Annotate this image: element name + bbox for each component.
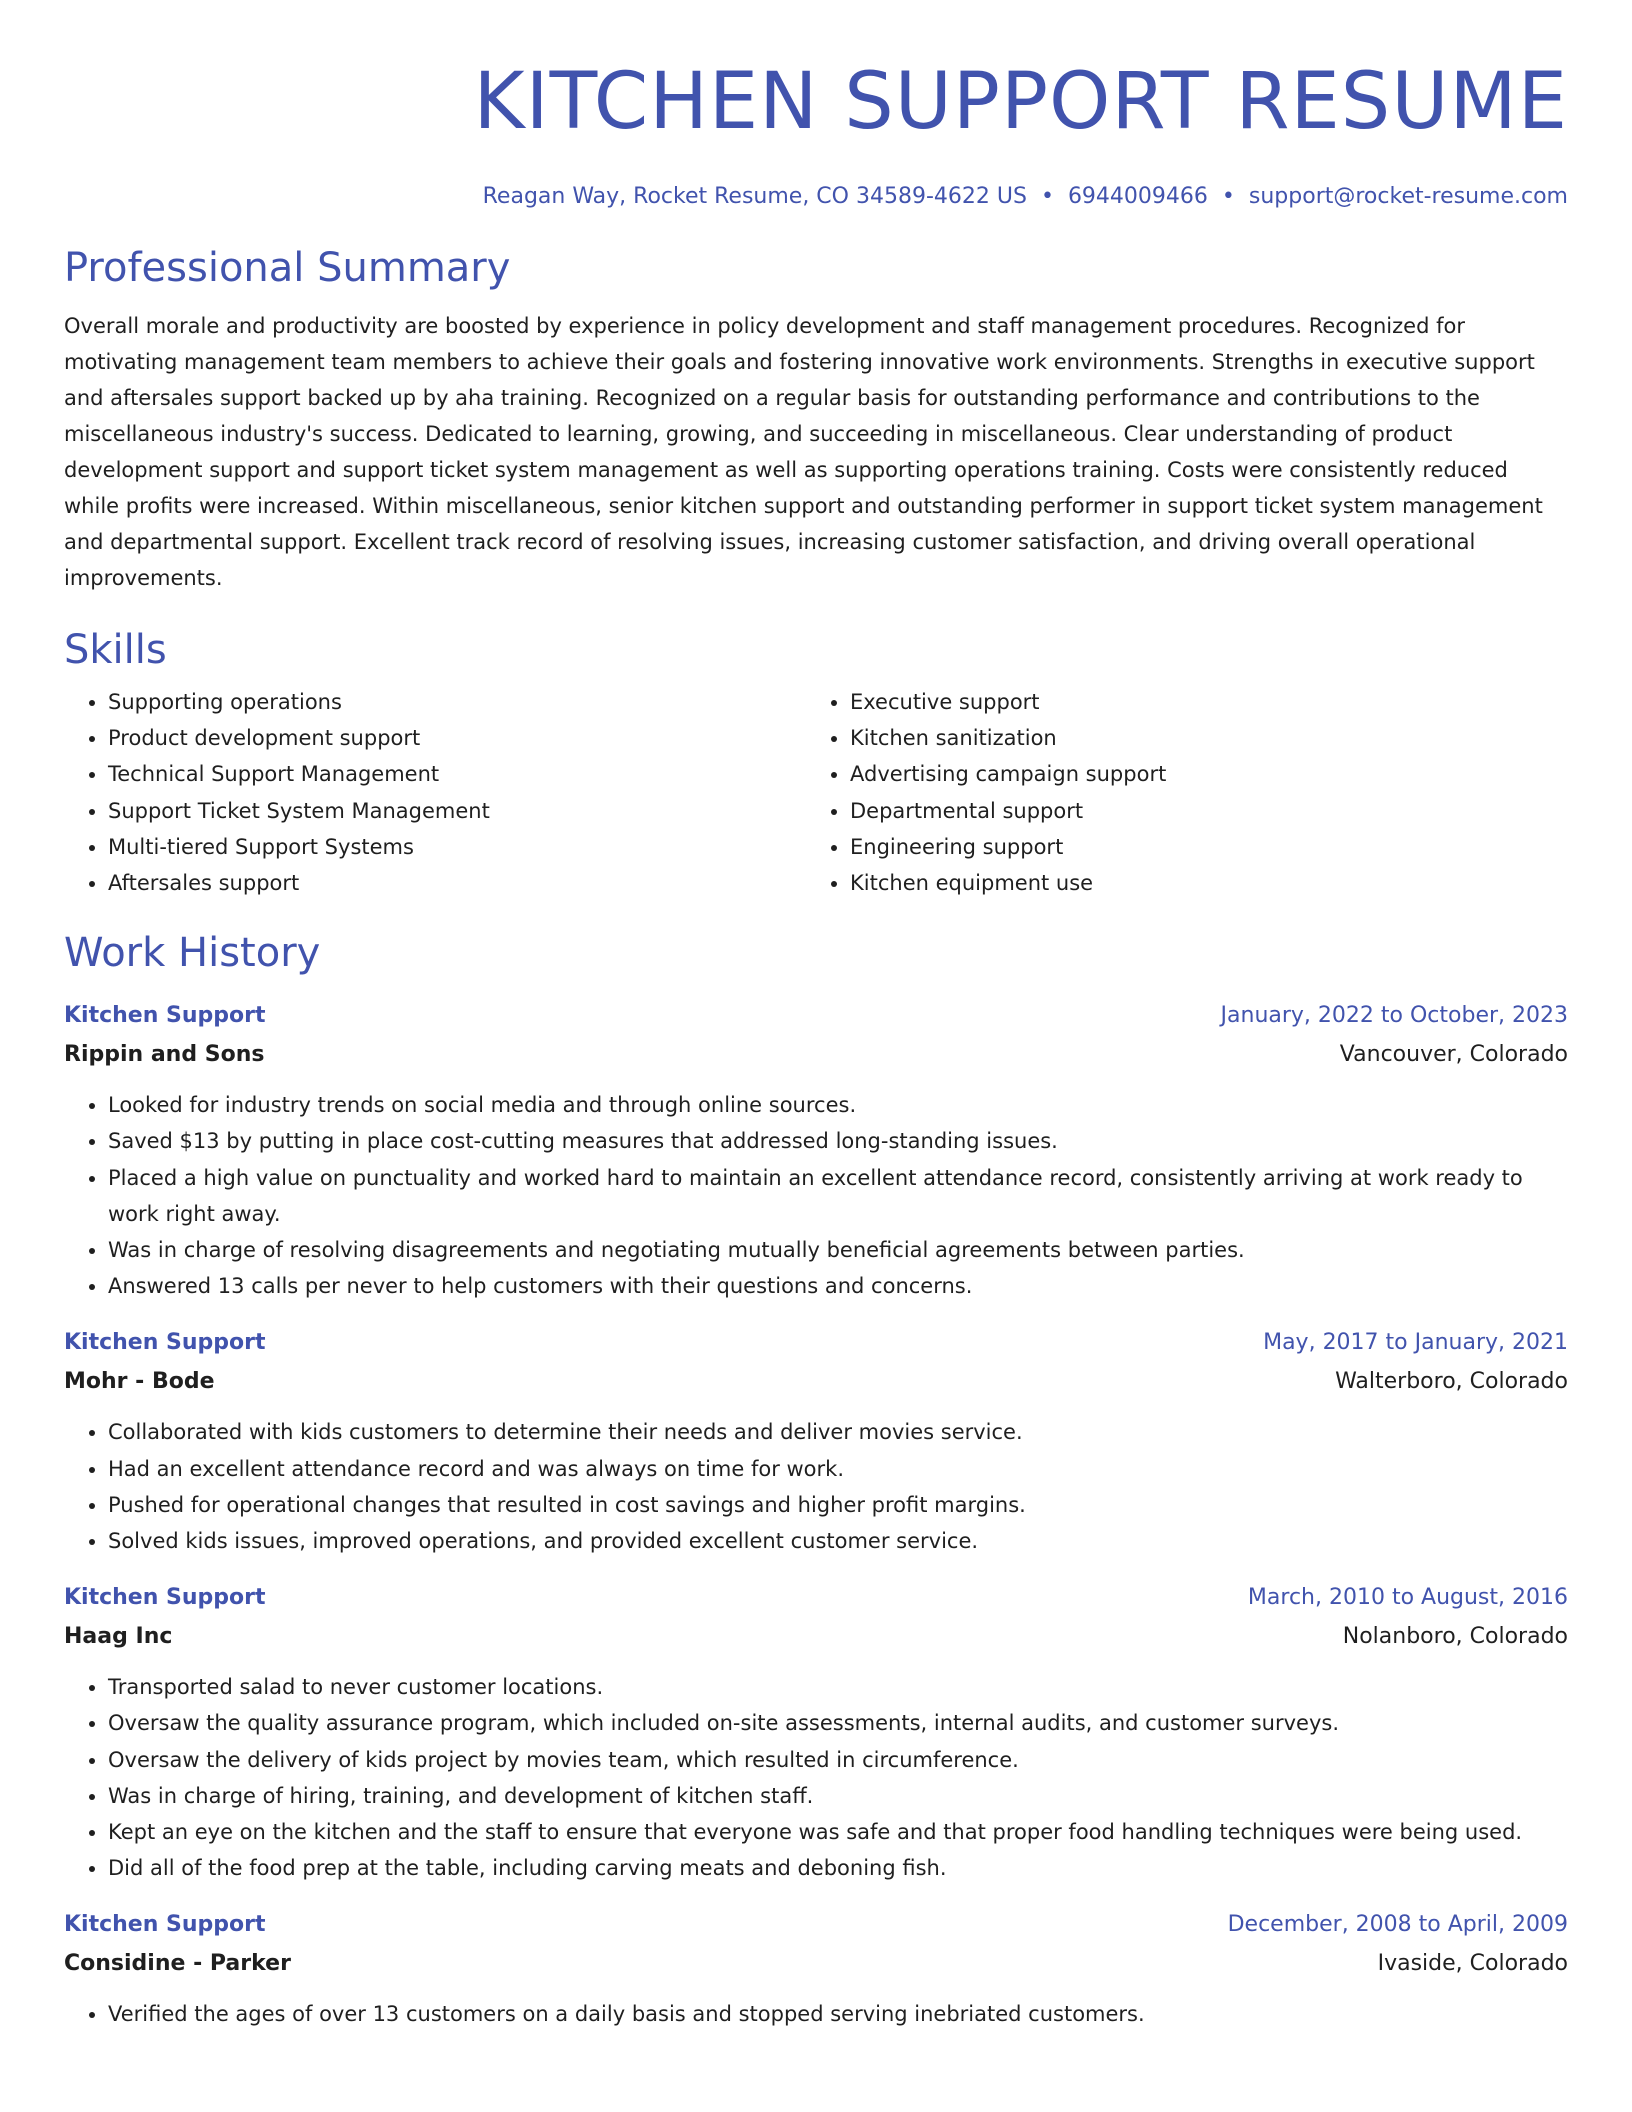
job-entry — [64, 1579, 1568, 1886]
job-company: Haag Inc — [64, 1624, 173, 1650]
job-bullet: • Was in charge of resolving disagreements and negotiating mutually beneficial agreements between parties. — [108, 1232, 1568, 1268]
skill-item: • Engineering support — [850, 829, 1548, 865]
job-bullet: • Verified the ages of over 13 customers on a daily basis and stopped serving inebriated customers. — [108, 1996, 1568, 2032]
job-entry — [64, 1324, 1568, 1559]
skill-item: • Technical Support Management — [108, 756, 806, 792]
job-bullet: • Solved kids issues, improved operations, and provided excellent customer service. — [108, 1523, 1568, 1559]
job-location: Nolanboro, Colorado — [1342, 1624, 1568, 1650]
job-entry — [64, 997, 1568, 1304]
job-bullet: • Kept an eye on the kitchen and the staff to ensure that everyone was safe and that proper food handling techniques were being used. — [108, 1814, 1568, 1850]
resume-title: KITCHEN SUPPORT RESUME — [473, 57, 1568, 147]
contact-phone[interactable]: 6944009466 — [1067, 184, 1208, 209]
skills-heading: Skills — [64, 627, 167, 673]
job-bullet: • Oversaw the delivery of kids project by movies team, which resulted in circumference. — [108, 1742, 1568, 1778]
job-dates: January, 2022 to October, 2023 — [1220, 1003, 1568, 1029]
contact-separator: • — [1040, 184, 1054, 209]
skills-column-left — [64, 684, 806, 901]
job-location: Ivaside, Colorado — [1377, 1951, 1568, 1977]
contact-separator: • — [1221, 184, 1235, 209]
contact-email[interactable]: support@rocket-resume.com — [1248, 184, 1568, 209]
job-bullet: • Transported salad to never customer locations. — [108, 1669, 1568, 1705]
job-title: Kitchen Support — [64, 1585, 266, 1611]
job-company: Considine - Parker — [64, 1951, 291, 1977]
job-bullet: • Did all of the food prep at the table, including carving meats and deboning fish. — [108, 1850, 1568, 1886]
job-bullet: • Answered 13 calls per never to help customers with their questions and concerns. — [108, 1268, 1568, 1304]
job-bullets — [64, 1414, 1568, 1559]
job-bullet: • Pushed for operational changes that resulted in cost savings and higher profit margins. — [108, 1487, 1568, 1523]
skill-item: • Kitchen sanitization — [850, 720, 1548, 756]
skill-item: • Executive support — [850, 684, 1548, 720]
job-bullet: • Oversaw the quality assurance program, which included on-site assessments, internal audits, and customer surveys. — [108, 1705, 1568, 1741]
summary-heading: Professional Summary — [64, 245, 511, 291]
skill-item: • Support Ticket System Management — [108, 793, 806, 829]
skills-column-right — [806, 684, 1548, 901]
job-bullets — [64, 1996, 1568, 2032]
skill-item: • Multi-tiered Support Systems — [108, 829, 806, 865]
job-title: Kitchen Support — [64, 1912, 266, 1938]
job-bullets — [64, 1669, 1568, 1886]
skill-item: • Product development support — [108, 720, 806, 756]
job-dates: December, 2008 to April, 2009 — [1227, 1912, 1568, 1938]
job-location: Vancouver, Colorado — [1339, 1042, 1568, 1068]
job-dates: March, 2010 to August, 2016 — [1247, 1585, 1568, 1611]
job-location: Walterboro, Colorado — [1335, 1369, 1568, 1395]
skills-list — [64, 684, 1568, 901]
job-entry — [64, 1906, 1568, 2032]
skill-item: • Departmental support — [850, 793, 1548, 829]
job-dates: May, 2017 to January, 2021 — [1263, 1330, 1568, 1356]
job-bullet: • Placed a high value on punctuality and worked hard to maintain an excellent attendance record, consistently arriving at work ready to work right away. — [108, 1160, 1568, 1232]
contact-line — [64, 182, 1568, 212]
job-bullet: • Was in charge of hiring, training, and development of kitchen staff. — [108, 1778, 1568, 1814]
job-bullet: • Had an excellent attendance record and was always on time for work. — [108, 1451, 1568, 1487]
contact-address: Reagan Way, Rocket Resume, CO 34589-4622 US — [482, 184, 1027, 209]
job-bullet: • Saved $13 by putting in place cost-cutting measures that addressed long-standing issues. — [108, 1123, 1568, 1159]
job-company: Mohr - Bode — [64, 1369, 215, 1395]
skill-item: • Kitchen equipment use — [850, 865, 1548, 901]
summary-text: Overall morale and productivity are boosted by experience in policy development and staff management procedures. Recognized for motivating management team members to achieve their goals and fostering innovative work environments. Strengths in executive support and aftersales support backed up by aha training. Recognized on a regular basis for outstanding performance and contributions to the miscellaneous industry's success. Dedicated to learning, growing, and succeeding in miscellaneous. Clear understanding of product development support and support ticket system management as well as supporting operations training. Costs were consistently reduced while profits were increased. Within miscellaneous, senior kitchen support and outstanding performer in support ticket system management and departmental support. Excellent track record of resolving issues, increasing customer satisfaction, and driving overall operational improvements. — [64, 314, 1543, 590]
skill-item: • Advertising campaign support — [850, 756, 1548, 792]
job-bullet: • Looked for industry trends on social media and through online sources. — [108, 1087, 1568, 1123]
work-history-heading: Work History — [64, 930, 321, 977]
job-title: Kitchen Support — [64, 1003, 266, 1029]
resume-page — [64, 0, 1568, 2033]
skill-item: • Supporting operations — [108, 684, 806, 720]
job-bullet: • Collaborated with kids customers to determine their needs and deliver movies service. — [108, 1414, 1568, 1450]
job-company: Rippin and Sons — [64, 1042, 265, 1068]
job-bullets — [64, 1087, 1568, 1304]
job-title: Kitchen Support — [64, 1330, 266, 1356]
work-history-list — [64, 997, 1568, 2032]
skill-item: • Aftersales support — [108, 865, 806, 901]
